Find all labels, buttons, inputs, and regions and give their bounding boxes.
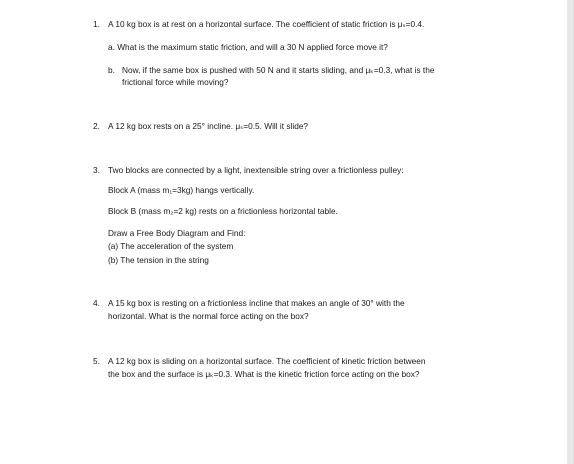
q3-number: 3.	[93, 165, 100, 175]
q4-number: 4.	[93, 298, 100, 308]
q5-line1: A 12 kg box is sliding on a horizontal surface. The coefficient of kinetic friction between	[108, 356, 426, 366]
q2-number: 2.	[93, 121, 100, 131]
q2-text: A 12 kg box rests on a 25° incline. μₛ=0.5. Will it slide?	[108, 121, 309, 131]
q3-block-b: Block B (mass m₂=2 kg) rests on a frictionless horizontal table.	[108, 206, 338, 216]
q1-part-a: a. What is the maximum static friction, and will a 30 N applied force move it?	[108, 42, 388, 52]
q1-part-b-label: b.	[108, 65, 115, 75]
q4-line1: A 15 kg box is resting on a frictionless incline that makes an angle of 30° with the	[108, 298, 405, 308]
q1-text: A 10 kg box is at rest on a horizontal surface. The coefficient of static friction is μₛ=0.4.	[108, 19, 425, 29]
q3-block-a: Block A (mass m₁=3kg) hangs vertically.	[108, 185, 255, 195]
q3-part-a: (a) The acceleration of the system	[108, 241, 234, 251]
q1-part-b-line2: frictional force while moving?	[122, 77, 229, 87]
q4-line2: horizontal. What is the normal force acting on the box?	[108, 311, 309, 321]
q5-line2: the box and the surface is μₖ=0.3. What is the kinetic friction force acting on the box?	[108, 369, 420, 379]
q3-instruction: Draw a Free Body Diagram and Find:	[108, 228, 246, 238]
q5-number: 5.	[93, 356, 100, 366]
page-edge	[567, 0, 573, 464]
q3-text: Two blocks are connected by a light, inextensible string over a frictionless pulley:	[108, 165, 404, 175]
q1-part-b-line1: Now, if the same box is pushed with 50 N and it starts sliding, and μₖ=0.3, what is the	[122, 65, 435, 75]
q1-number: 1.	[93, 19, 100, 29]
q3-part-b: (b) The tension in the string	[108, 255, 209, 265]
